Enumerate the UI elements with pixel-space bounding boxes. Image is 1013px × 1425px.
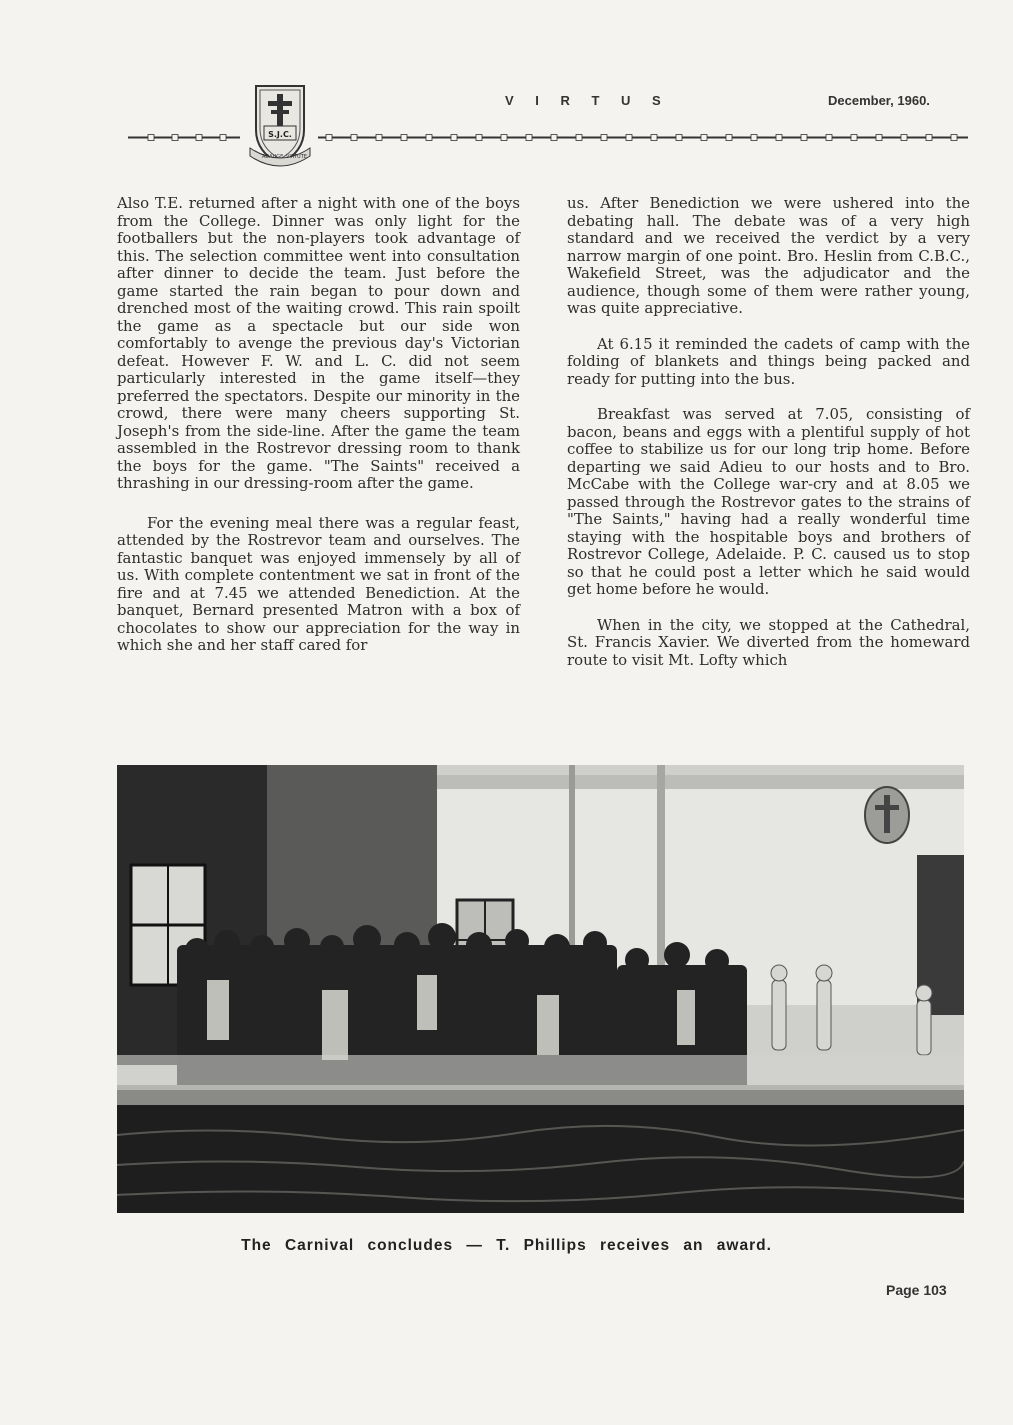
article-paragraph: For the evening meal there was a regular feast, attended by the Rostrevor team and ourselves. The fantastic banquet was enjoyed immensely by all of us. With complete contentment we sat in front of the fire and at 7.45 we attended Benediction. At the banquet, Bernard presented Matron with a box of chocolates to show our appreciation for the way in which she and her staff cared for	[117, 513, 520, 654]
article-paragraph: us. After Benediction we were ushered into the debating hall. The debate was of a very high standard and we received the verdict by a very narrow margin of one point. Bro. Heslin from C.B.C., Wakefield Street, was the adjudicator and the audience, though some of them were rather young, was quite appreciative.	[567, 194, 970, 317]
college-crest-icon	[248, 82, 312, 168]
svg-text:S.J.C.: S.J.C.	[268, 130, 292, 139]
header-rule-left	[128, 133, 240, 142]
svg-text:VIRTUTE: VIRTUTE	[286, 154, 307, 160]
article-paragraph: At 6.15 it reminded the cadets of camp with the folding of blankets and things being packed and ready for putting into the bus.	[567, 334, 970, 388]
article-column-left	[117, 195, 520, 673]
article-column-right	[567, 195, 970, 687]
article-paragraph: Breakfast was served at 7.05, consisting of bacon, beans and eggs with a plentiful supply of hot coffee to stabilize us for our long trip home. Before departing we said Adieu to our hosts and to Bro. McCabe with the College war-cry and at 8.05 we passed through the Rostrevor gates to the strains of "The Saints," having had a really wonderful time staying with the hospitable boys and brothers of Rostrevor College, Adelaide. P. C. caused us to stop so that he could post a letter which he said would get home before he would.	[567, 405, 970, 598]
page-number: Page 103	[886, 1282, 947, 1298]
magazine-title: V I R T U S	[505, 93, 670, 108]
page-header	[0, 0, 1013, 170]
article-paragraph: Also T.E. returned after a night with one of the boys from the College. Dinner was only light for the footballers but the non-players took advantage of this. The selection committee went into consultation after dinner to decide the team. Just before the game started the rain began to pour down and drenched most of the waiting crowd. This rain spoilt the game as a spectacle but our side won comfortably to avenge the previous day's Victorian defeat. However F. W. and L. C. did not seem particularly interested in the game itself—they preferred the spectators. Despite our minority in the crowd, there were many cheers supporting St. Joseph's from the side-line. After the game the team assembled in the Rostrevor dressing room to thank the boys for the game. "The Saints" received a thrashing in our dressing-room after the game.	[117, 194, 520, 492]
carnival-photo	[117, 765, 964, 1213]
issue-date: December, 1960.	[828, 93, 930, 108]
svg-text:ADAUGE: ADAUGE	[262, 154, 284, 160]
photo-caption: The Carnival concludes — T. Phillips receives an award.	[241, 1237, 772, 1254]
article-paragraph: When in the city, we stopped at the Cathedral, St. Francis Xavier. We diverted from the homeward route to visit Mt. Lofty which	[567, 615, 970, 669]
header-rule-right	[318, 133, 968, 142]
